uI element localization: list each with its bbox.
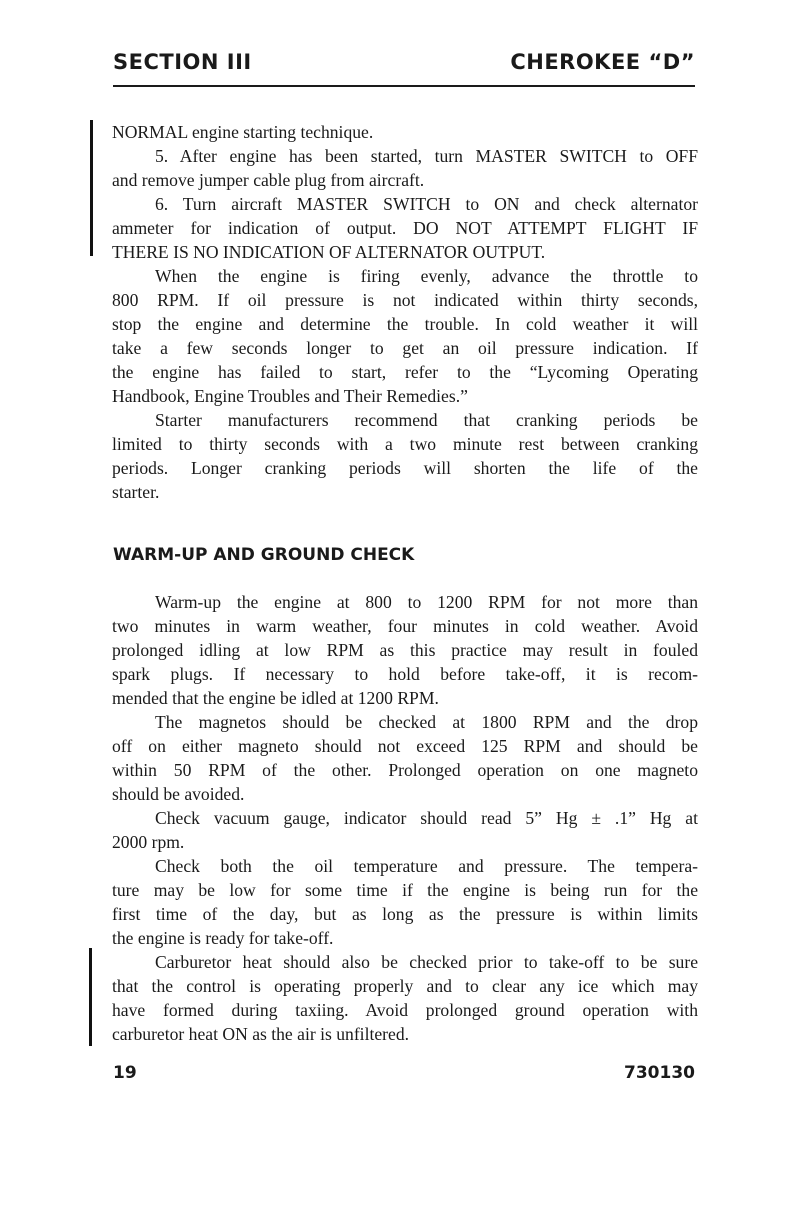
text-line: When the engine is firing evenly, advance the throttle to [155, 266, 698, 286]
text-line: Handbook, Engine Troubles and Their Remedies.” [112, 386, 468, 406]
text-line: stop the engine and determine the trouble. In cold weather it will [112, 314, 698, 334]
text-line: the engine has failed to start, refer to the “Lycoming Operating [112, 362, 698, 382]
text-line: The magnetos should be checked at 1800 RPM and the drop [155, 712, 698, 732]
text-line: prolonged idling at low RPM as this practice may result in fouled [112, 640, 698, 660]
text-line: that the control is operating properly and to clear any ice which may [112, 976, 698, 996]
text-line: the engine is ready for take-off. [112, 928, 334, 948]
text-line: Starter manufacturers recommend that cranking periods be [155, 410, 698, 430]
page-number: 19 [113, 1063, 137, 1083]
text-line: take a few seconds longer to get an oil pressure indication. If [112, 338, 698, 358]
text-line: NORMAL engine starting technique. [112, 122, 374, 142]
text-line: have formed during taxiing. Avoid prolonged ground operation with [112, 1000, 698, 1020]
text-line: and remove jumper cable plug from aircraft. [112, 170, 425, 190]
text-line: mended that the engine be idled at 1200 RPM. [112, 688, 439, 708]
text-line: Check vacuum gauge, indicator should read 5” Hg ± .1” Hg at [155, 808, 698, 828]
text-line: periods. Longer cranking periods will shorten the life of the [112, 458, 698, 478]
text-line: 5. After engine has been started, turn MASTER SWITCH to OFF [155, 146, 698, 166]
page-header [113, 50, 695, 80]
text-line: limited to thirty seconds with a two minute rest between cranking [112, 434, 698, 454]
text-line: 6. Turn aircraft MASTER SWITCH to ON and check alternator [155, 194, 698, 214]
text-line: 800 RPM. If oil pressure is not indicated within thirty seconds, [112, 290, 698, 310]
text-line: THERE IS NO INDICATION OF ALTERNATOR OUTPUT. [112, 242, 546, 262]
text-line: two minutes in warm weather, four minutes in cold weather. Avoid [112, 616, 698, 636]
revision-bar [89, 948, 92, 1046]
text-line: Carburetor heat should also be checked prior to take-off to be sure [155, 952, 698, 972]
text-line: first time of the day, but as long as the pressure is within limits [112, 904, 698, 924]
section-label: SECTION III [113, 50, 252, 74]
text-line: 2000 rpm. [112, 832, 185, 852]
text-line: ammeter for indication of output. DO NOT ATTEMPT FLIGHT IF [112, 218, 698, 238]
text-line: spark plugs. If necessary to hold before take-off, it is recom- [112, 664, 698, 684]
text-line: should be avoided. [112, 784, 245, 804]
document-number: 730130 [624, 1063, 695, 1083]
text-line: within 50 RPM of the other. Prolonged operation on one magneto [112, 760, 698, 780]
revision-bar [90, 120, 93, 256]
section-heading: WARM-UP AND GROUND CHECK [113, 545, 415, 565]
text-line: starter. [112, 482, 160, 502]
text-line: ture may be low for some time if the engine is being run for the [112, 880, 698, 900]
text-line: off on either magneto should not exceed 125 RPM and should be [112, 736, 698, 756]
text-line: Check both the oil temperature and pressure. The tempera- [155, 856, 698, 876]
text-line: carburetor heat ON as the air is unfiltered. [112, 1024, 410, 1044]
aircraft-model-label: CHEROKEE “D” [510, 50, 695, 74]
header-rule [113, 85, 695, 87]
starting-text-block [112, 120, 698, 504]
text-line: Warm-up the engine at 800 to 1200 RPM for not more than [155, 592, 698, 612]
warmup-text-block [112, 590, 698, 1046]
